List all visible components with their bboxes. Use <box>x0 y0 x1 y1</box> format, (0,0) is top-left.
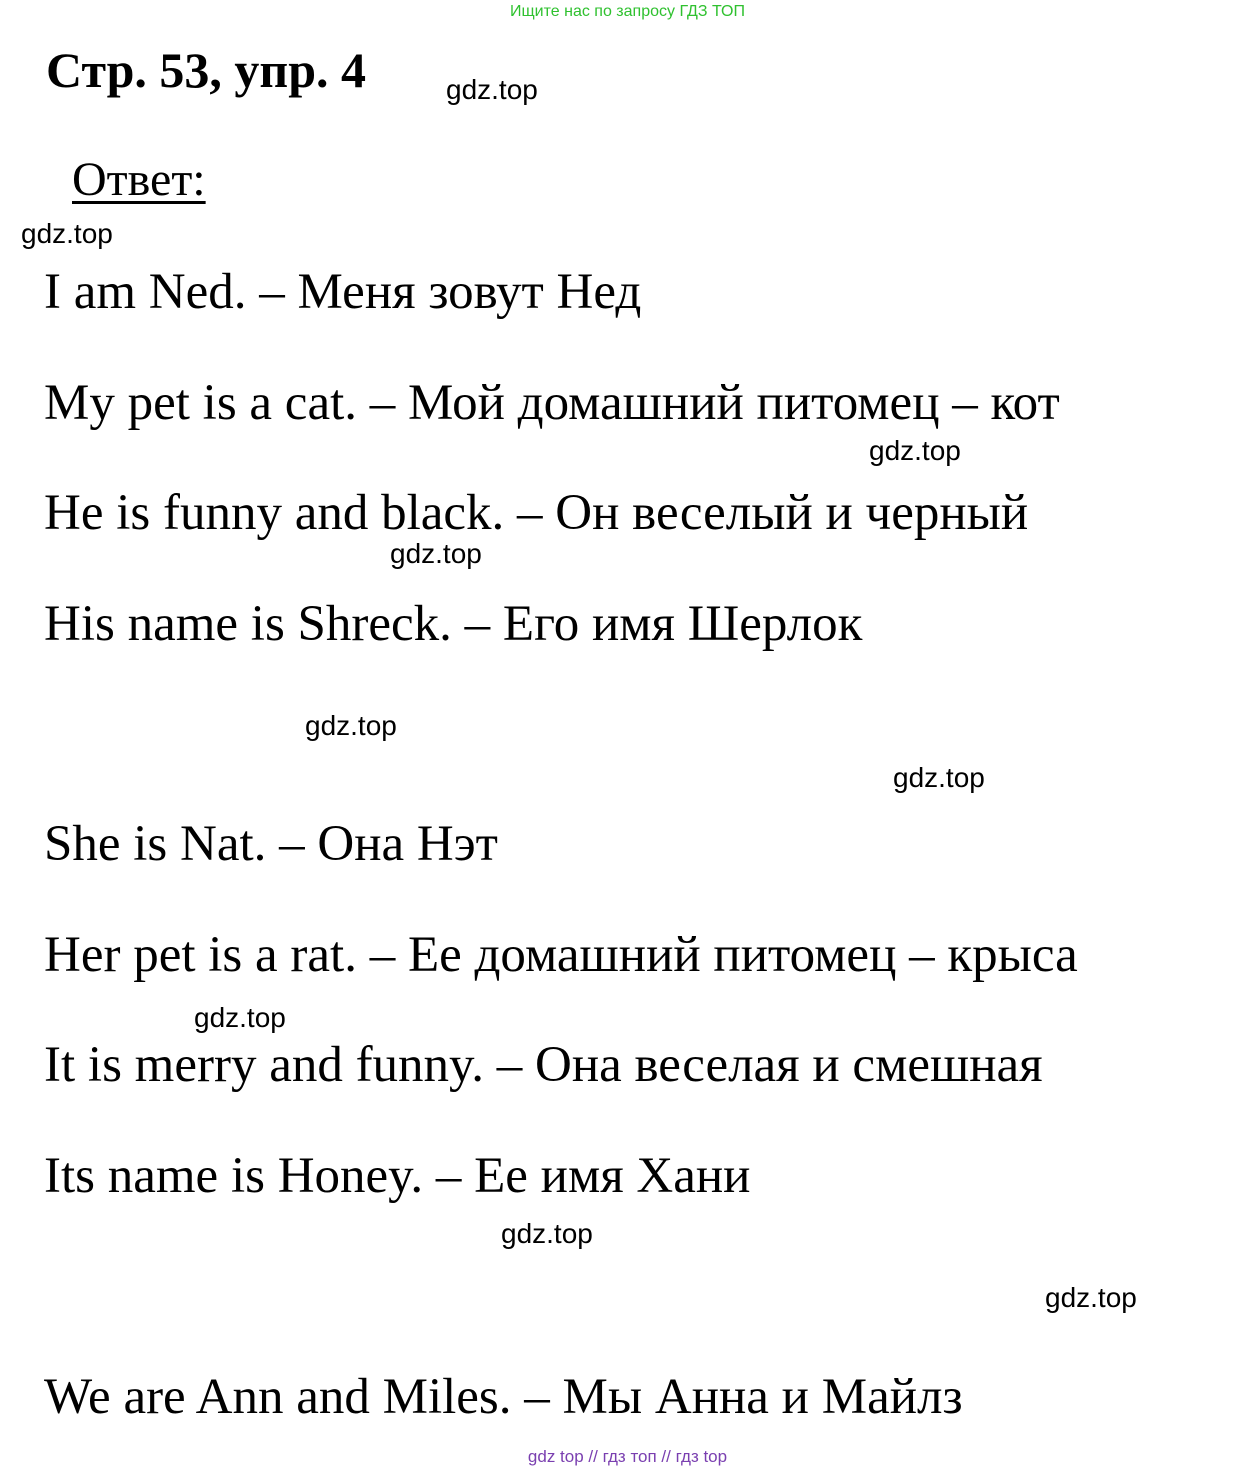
watermark: gdz.top <box>305 710 397 741</box>
watermark: gdz.top <box>390 538 482 569</box>
answer-line: I am Ned. – Меня зовут Нед <box>44 264 642 320</box>
answer-label: Ответ: <box>72 153 206 206</box>
answer-line: It is merry and funny. – Она веселая и смешная <box>44 1037 1043 1093</box>
watermark: gdz.top <box>1045 1282 1137 1313</box>
top-banner[interactable]: Ищите нас по запросу ГДЗ ТОП <box>510 3 745 20</box>
page-title: Стр. 53, упр. 4 <box>46 42 367 98</box>
watermark: gdz.top <box>893 762 985 793</box>
answer-line: We are Ann and Miles. – Мы Анна и Майлз <box>44 1369 963 1425</box>
watermark: gdz.top <box>446 74 538 105</box>
watermark: gdz.top <box>869 435 961 466</box>
footer-links[interactable]: gdz top // гдз топ // гдз top <box>527 1447 728 1466</box>
answer-line: His name is Shreck. – Его имя Шерлок <box>44 596 863 652</box>
watermark: gdz.top <box>194 1002 286 1033</box>
watermark: gdz.top <box>501 1218 593 1249</box>
answer-line: He is funny and black. – Он веселый и черный <box>44 485 1029 541</box>
answer-line: My pet is a cat. – Мой домашний питомец – кот <box>44 375 1060 431</box>
answer-line: She is Nat. – Она Нэт <box>44 816 498 872</box>
answer-line: Her pet is a rat. – Ее домашний питомец – крыса <box>44 927 1078 983</box>
answer-line: Its name is Honey. – Ее имя Хани <box>44 1148 751 1204</box>
watermark: gdz.top <box>21 218 113 249</box>
